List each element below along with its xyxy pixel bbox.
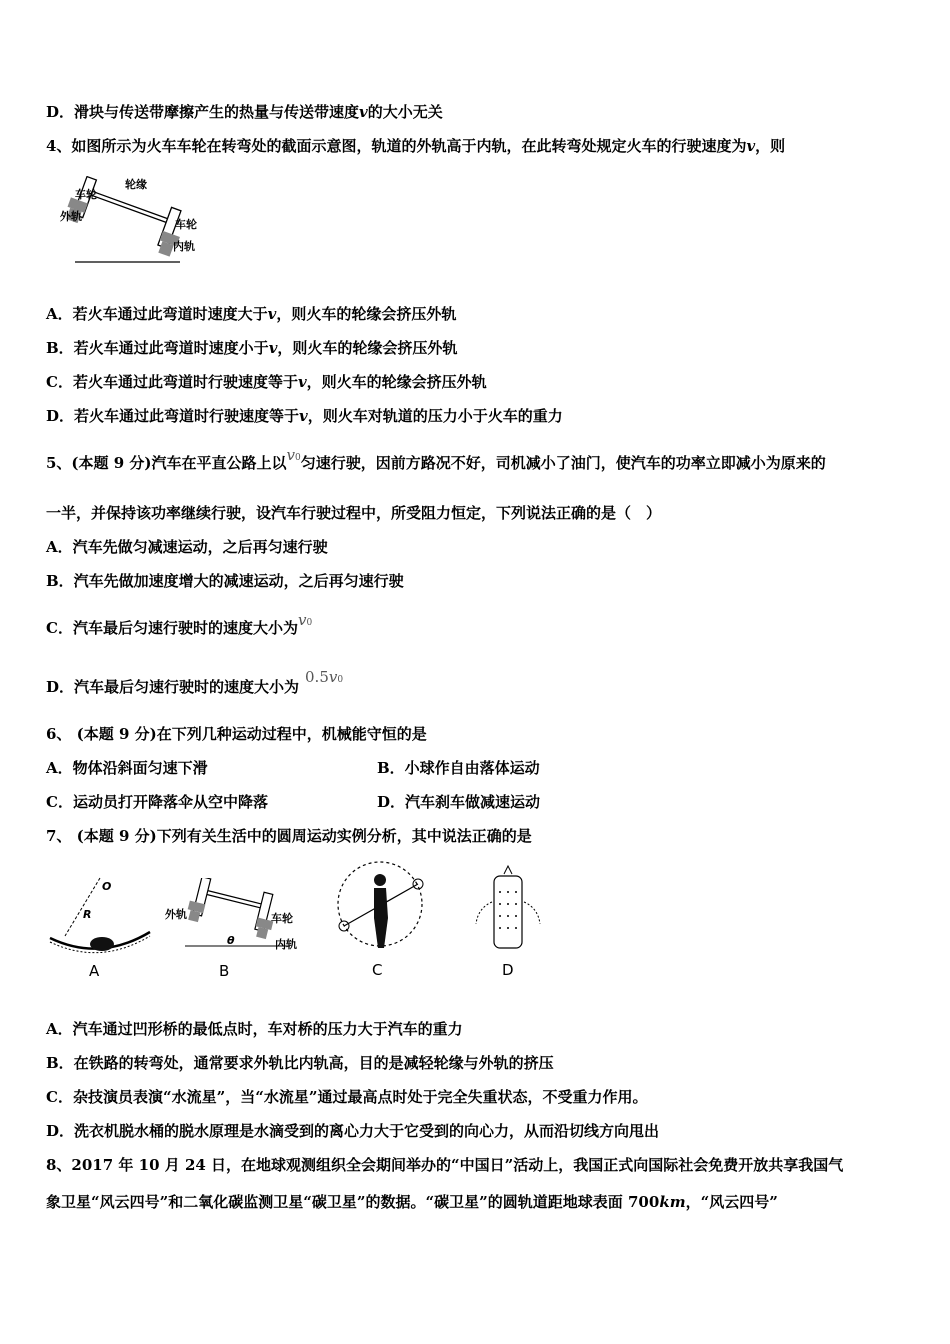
label-wheel-right: 车轮 (175, 218, 197, 231)
label-o: O (102, 880, 112, 893)
math-v0 (287, 446, 301, 464)
question-tail: ，则 (755, 137, 786, 155)
label-outer-rail: 外轨 (165, 908, 187, 921)
question-text: 象卫星“风云四号”和二氧化碳监测卫星“碳卫星”的数据。“碳卫星”的圆轨道距地球表面 700 (46, 1193, 660, 1211)
option-tail: ，则火车的轮缘会挤压外轨 (306, 373, 487, 391)
q7-option-c: C．杂技演员表演“水流星”，当“水流星”通过最高点时处于完全失重状态，不受重力作用。 (46, 1088, 648, 1106)
label-inner-rail: 内轨 (275, 938, 297, 951)
q6-option-d: D．汽车刹车做减速运动 (377, 793, 541, 811)
option-tail: ，则火车的轮缘会挤压外轨 (276, 305, 457, 323)
figure-q7-d (468, 862, 548, 980)
q5-option-d (46, 668, 344, 700)
figure-q4-wheels (55, 176, 215, 266)
question-5 (46, 446, 826, 476)
label-r: R (83, 908, 92, 921)
option-text: B．若火车通过此弯道时速度小于 (46, 339, 269, 357)
q6-option-a: A．物体沿斜面匀速下滑 (46, 759, 208, 777)
option-text: D．滑块与传送带摩擦产生的热量与传送带速度 (46, 103, 360, 121)
q5-option-b: B．汽车先做加速度增大的减速运动，之后再匀速行驶 (46, 572, 404, 590)
math-half-v0 (305, 668, 343, 686)
question-8: 8、2017 年 10 月 24 日，在地球观测组织全会期间举办的“中国日”活动上，我国正式向国际社会免费开放共享我国气 (46, 1156, 844, 1174)
q5-option-a: A．汽车先做匀减速运动，之后再匀速行驶 (46, 538, 328, 556)
question-text: 5、(本题 9 分)汽车在平直公路上以 (46, 454, 287, 472)
option-text: A．若火车通过此弯道时速度大于 (46, 305, 268, 323)
figure-q7-a (45, 870, 155, 980)
label-inner-rail: 内轨 (173, 240, 195, 253)
question-4 (46, 136, 785, 156)
option-text: D．汽车最后匀速行驶时的速度大小为 (46, 678, 300, 696)
question-8-cont (46, 1192, 778, 1212)
q6-option-c: C．运动员打开降落伞从空中降落 (46, 793, 268, 811)
figure-q7-b (165, 878, 305, 980)
option-tail: ，则火车的轮缘会挤压外轨 (277, 339, 458, 357)
label-theta: θ (227, 934, 235, 947)
q4-option-a (46, 304, 456, 324)
option-text: C．汽车最后匀速行驶时的速度大小为 (46, 619, 298, 637)
label-wheel-left: 车轮 (75, 188, 97, 201)
question-7: 7、 (本题 9 分)下列有关生活中的圆周运动实例分析，其中说法正确的是 (46, 827, 532, 845)
caption-c: C (372, 961, 383, 979)
v0-base: v (286, 446, 295, 464)
option-text: D．若火车通过此弯道时行驶速度等于 (46, 407, 300, 425)
unit-km: km (659, 1193, 686, 1211)
var-v: v (267, 305, 277, 323)
half-value: 0.5 (305, 668, 329, 686)
option-tail: 的大小无关 (367, 103, 443, 121)
var-v: v (359, 103, 368, 121)
var-v: v (746, 137, 756, 155)
q4-option-b (46, 338, 457, 358)
var-v: v (268, 339, 278, 357)
q7-option-b: B．在铁路的转弯处，通常要求外轨比内轨高，目的是减轻轮缘与外轨的挤压 (46, 1054, 554, 1072)
q6-row-2 (46, 792, 906, 812)
q5-option-c (46, 611, 313, 641)
v0-base: v (328, 668, 338, 686)
v0-sub: 0 (295, 453, 301, 463)
var-v: v (299, 407, 308, 425)
q7-option-d: D．洗衣机脱水桶的脱水原理是水滴受到的离心力大于它受到的向心力，从而沿切线方向甩出 (46, 1122, 660, 1140)
question-6: 6、 (本题 9 分)在下列几种运动过程中，机械能守恒的是 (46, 725, 427, 743)
v0-sub: 0 (306, 618, 313, 628)
var-v: v (297, 373, 307, 391)
q4-option-c (46, 372, 487, 392)
caption-d: D (502, 961, 514, 979)
question-tail: ，“风云四号” (685, 1193, 778, 1211)
label-wheel: 车轮 (271, 912, 293, 925)
label-rim: 轮缘 (125, 178, 147, 191)
question-tail: 匀速行驶，因前方路况不好，司机减小了油门，使汽车的功率立即减小为原来的 (300, 454, 826, 472)
option-tail: ，则火车对轨道的压力小于火车的重力 (307, 407, 563, 425)
math-v0 (298, 611, 312, 629)
option-text: C．若火车通过此弯道时行驶速度等于 (46, 373, 298, 391)
option-d-prev (46, 102, 443, 122)
q7-option-a: A．汽车通过凹形桥的最低点时，车对桥的压力大于汽车的重力 (46, 1020, 463, 1038)
question-5-cont: 一半，并保持该功率继续行驶，设汽车行驶过程中，所受阻力恒定，下列说法正确的是（ ） (46, 504, 662, 522)
v0-sub: 0 (337, 675, 344, 685)
caption-a: A (89, 962, 100, 980)
label-outer-rail: 外轨 (60, 210, 82, 223)
v0-base: v (297, 611, 307, 629)
caption-b: B (219, 962, 230, 980)
q6-option-b: B．小球作自由落体运动 (377, 759, 540, 777)
q4-option-d (46, 406, 563, 426)
q6-row-1 (46, 758, 906, 778)
figure-q7-c (332, 858, 432, 980)
question-text: 4、如图所示为火车车轮在转弯处的截面示意图，轨道的外轨高于内轨，在此转弯处规定火车的行驶速度为 (46, 137, 747, 155)
